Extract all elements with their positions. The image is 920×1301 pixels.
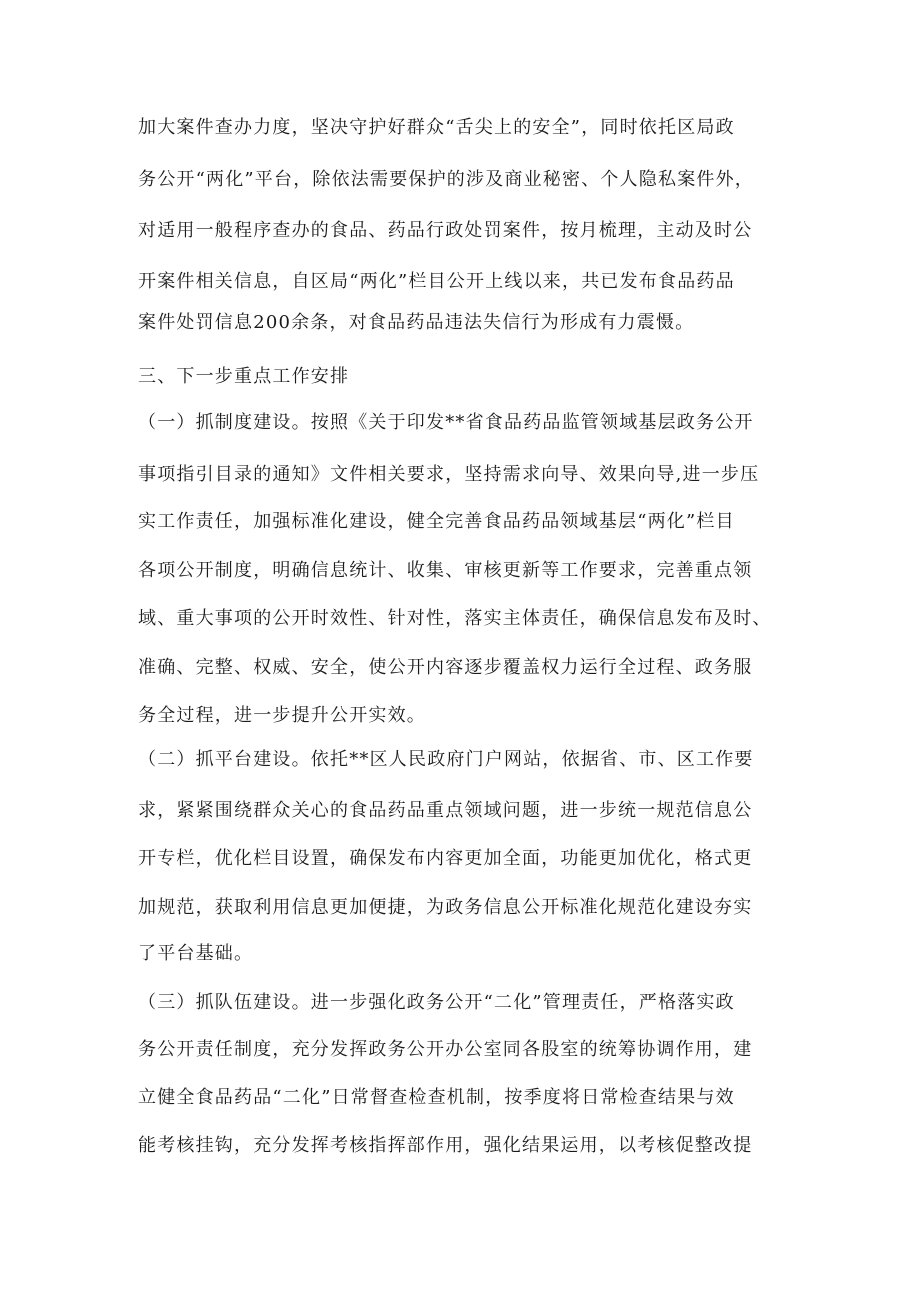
text-line: 能考核挂钩，充分发挥考核指挥部作用，强化结果运用，以考核促整改提 [138, 1135, 753, 1156]
text-line: 务全过程，进一步提升公开实效。 [138, 705, 426, 726]
text-line: 开专栏，优化栏目设置，确保发布内容更加全面，功能更加优化，格式更 [138, 848, 753, 869]
section-heading: 三、下一步重点工作安排 [138, 366, 350, 387]
text-line: 务公开责任制度，充分发挥政务公开办公室同各股室的统筹协调作用，建 [138, 1039, 753, 1060]
text-line: （一）抓制度建设。按照《关于印发**省食品药品监管领域基层政务公开 [138, 412, 754, 433]
text-line: 域、重大事项的公开时效性、针对性，落实主体责任，确保信息发布及时、 [138, 608, 772, 629]
text-line: 案件处罚信息200余条，对食品药品违法失信行为形成有力震慑。 [138, 312, 695, 333]
text-line: 开案件相关信息，自区局“两化”栏目公开上线以来，共已发布食品药品 [138, 271, 735, 292]
text-line: 对适用一般程序查办的食品、药品行政处罚案件，按月梳理，主动及时公 [138, 220, 753, 241]
text-line: 事项指引目录的通知》文件相关要求，坚持需求向导、效果向导,进一步压 [138, 464, 760, 485]
text-line: 准确、完整、权威、安全，使公开内容逐步覆盖权力运行全过程、政务服 [138, 657, 753, 678]
text-line: 各项公开制度，明确信息统计、收集、审核更新等工作要求，完善重点领 [138, 560, 753, 581]
text-line: 加大案件查办力度，坚决守护好群众“舌尖上的安全”，同时依托区局政 [138, 117, 735, 138]
text-line: 实工作责任，加强标准化建设，健全完善食品药品领域基层“两化”栏目 [138, 511, 735, 532]
text-line: （二）抓平台建设。依托**区人民政府门户网站，依据省、市、区工作要 [138, 749, 754, 770]
text-line: 求，紧紧围绕群众关心的食品药品重点领域问题，进一步统一规范信息公 [138, 800, 753, 821]
text-line: 立健全食品药品“二化”日常督查检查机制，按季度将日常检查结果与效 [138, 1087, 735, 1108]
text-line: （三）抓队伍建设。进一步强化政务公开“二化”管理责任，严格落实政 [138, 992, 735, 1013]
text-line: 了平台基础。 [138, 943, 254, 964]
text-line: 加规范，获取利用信息更加便捷，为政务信息公开标准化规范化建设夯实 [138, 897, 753, 918]
text-line: 务公开“两化”平台，除依法需要保护的涉及商业秘密、个人隐私案件外， [138, 169, 755, 190]
